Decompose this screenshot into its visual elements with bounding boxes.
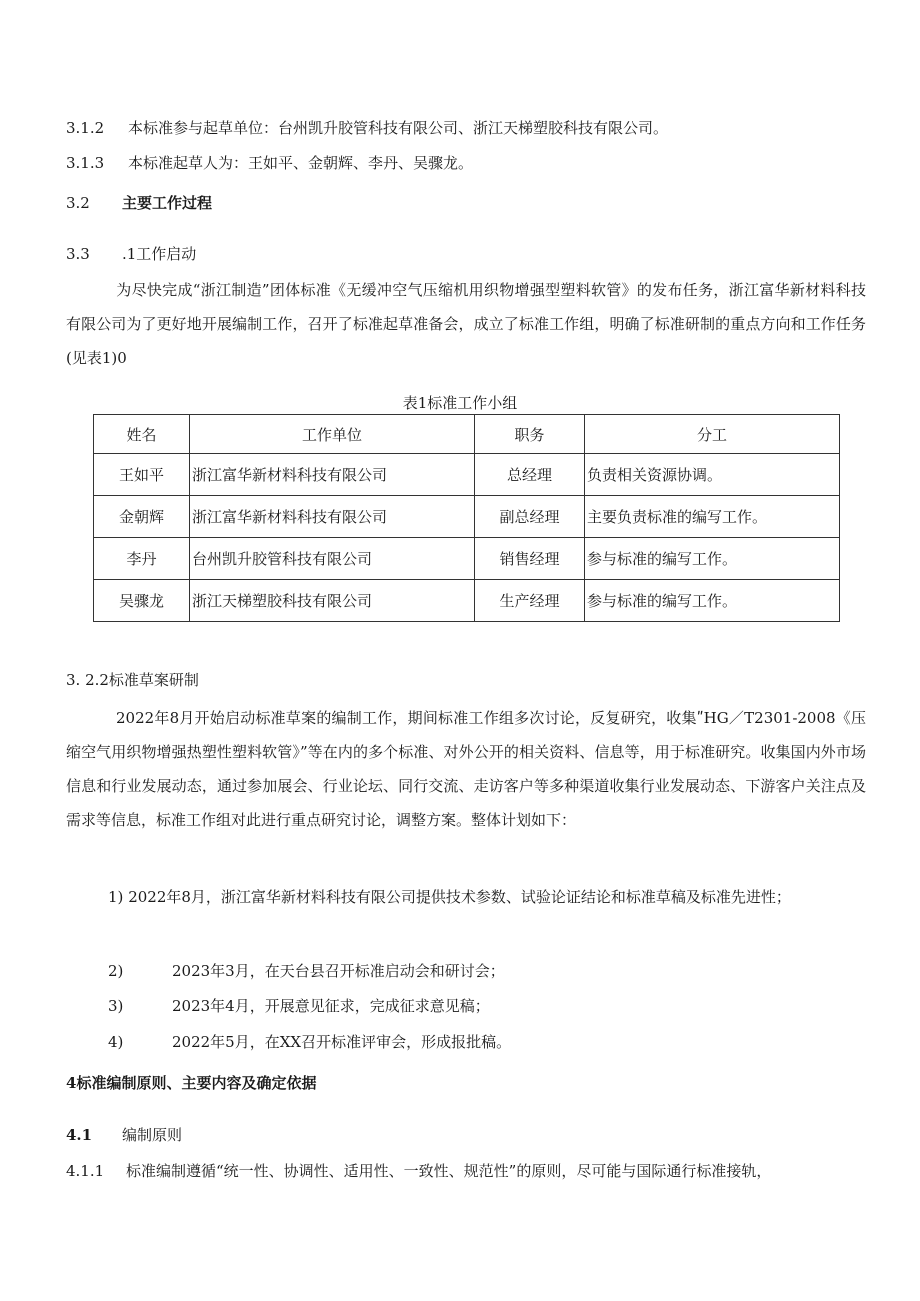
plan-number: 1)	[108, 888, 124, 906]
section-number: 4	[66, 1074, 77, 1092]
plan-text: 2023年4月，开展意见征求，完成征求意见稿；	[172, 997, 490, 1015]
plan-item-1	[66, 880, 866, 914]
plan-text: 2022年8月，浙江富华新材料科技有限公司提供技术参数、试验论证结论和标准草稿及标准先进性；	[128, 888, 791, 906]
section-number: 3.2	[66, 194, 90, 212]
unit-cell: 台州凯升胶管科技有限公司	[190, 538, 475, 580]
line-3-1-3	[66, 153, 473, 173]
plan-text: 2023年3月，在天台县召开标准启动会和研讨会；	[172, 962, 505, 980]
heading-3-2-2: 3. 2.2标准草案研制	[66, 671, 199, 689]
header-cell: 职务	[475, 415, 585, 454]
position-cell: 生产经理	[475, 580, 585, 622]
section-title: 编制原则	[122, 1126, 183, 1144]
section-text: 本标准起草人为：王如平、金朝辉、李丹、吴骤龙。	[128, 154, 474, 172]
duty-cell: 负责相关资源协调。	[585, 454, 840, 496]
unit-cell: 浙江富华新材料科技有限公司	[190, 496, 475, 538]
duty-cell: 主要负责标准的编写工作。	[585, 496, 840, 538]
section-title: 主要工作过程	[122, 194, 213, 212]
section-title: 标准编制原则、主要内容及确定依据	[76, 1074, 317, 1092]
header-cell: 分工	[585, 415, 840, 454]
name-cell: 吴骤龙	[94, 580, 190, 622]
section-number: 4.1.1	[66, 1162, 105, 1180]
unit-cell: 浙江富华新材料科技有限公司	[190, 454, 475, 496]
section-number: 3.1.3	[66, 154, 105, 172]
table-row	[94, 538, 840, 580]
table-caption: 表1标准工作小组	[402, 394, 518, 412]
section-text: 标准编制遵循“统一性、协调性、适用性、一致性、规范性”的原则，尽可能与国际通行标准接轨，	[126, 1162, 772, 1180]
plan-item-4	[108, 1032, 511, 1052]
plan-text: 2022年5月，在XX召开标准评审会，形成报批稿。	[172, 1033, 512, 1051]
line-3-1-2	[66, 118, 668, 138]
work-group-table	[93, 414, 840, 622]
plan-item-2	[108, 961, 505, 981]
plan-number: 2)	[108, 962, 124, 980]
position-cell: 副总经理	[475, 496, 585, 538]
name-cell: 王如平	[94, 454, 190, 496]
section-title: .1工作启动	[122, 245, 197, 263]
table-row	[94, 454, 840, 496]
table-row	[94, 580, 840, 622]
section-number: 4.1	[66, 1126, 93, 1144]
name-cell: 李丹	[94, 538, 190, 580]
plan-number: 4)	[108, 1033, 124, 1051]
plan-number: 3)	[108, 997, 124, 1015]
section-text: 本标准参与起草单位：台州凯升胶管科技有限公司、浙江天梯塑胶科技有限公司。	[128, 119, 669, 137]
paragraph-text: 2022年8月开始启动标准草案的编制工作，期间标准工作组多次讨论，反复研究，收集ʺHG／T2301-2008《压缩空气用织物增强热塑性塑料软管》”等在内的多个标准、对外公开的相关资料、信息等，用于标准研究。收集国内外市场信息和行业发展动态，通过参加展会、行业论坛、同行交流、走访客户等多种渠道收集行业发展动态、下游客户关注点及需求等信息，标准工作组对此进行重点研究讨论，调整方案。整体计划如下：	[66, 709, 866, 829]
unit-cell: 浙江天梯塑胶科技有限公司	[190, 580, 475, 622]
position-cell: 总经理	[475, 454, 585, 496]
heading-3-3	[66, 244, 196, 264]
paragraph-kickoff	[66, 273, 866, 375]
header-cell: 工作单位	[190, 415, 475, 454]
duty-cell: 参与标准的编写工作。	[585, 538, 840, 580]
table-row	[94, 496, 840, 538]
plan-item-3	[108, 996, 490, 1016]
section-number: 3.3	[66, 245, 90, 263]
table-header-row	[94, 415, 840, 454]
section-number: 3.1.2	[66, 119, 105, 137]
position-cell: 销售经理	[475, 538, 585, 580]
paragraph-draft	[66, 701, 866, 837]
line-4-1-1	[66, 1161, 771, 1181]
heading-4-1	[66, 1125, 182, 1145]
paragraph-text: 为尽快完成“浙江制造”团体标准《无缓冲空气压缩机用织物增强型塑料软管》的发布任务，浙江富华新材料科技有限公司为了更好地开展编制工作，召开了标准起草准备会，成立了标准工作组，明确了标准研制的重点方向和工作任务(见表1)0	[66, 281, 866, 367]
heading-4	[66, 1073, 316, 1093]
duty-cell: 参与标准的编写工作。	[585, 580, 840, 622]
name-cell: 金朝辉	[94, 496, 190, 538]
heading-3-2	[66, 193, 212, 213]
header-cell: 姓名	[94, 415, 190, 454]
